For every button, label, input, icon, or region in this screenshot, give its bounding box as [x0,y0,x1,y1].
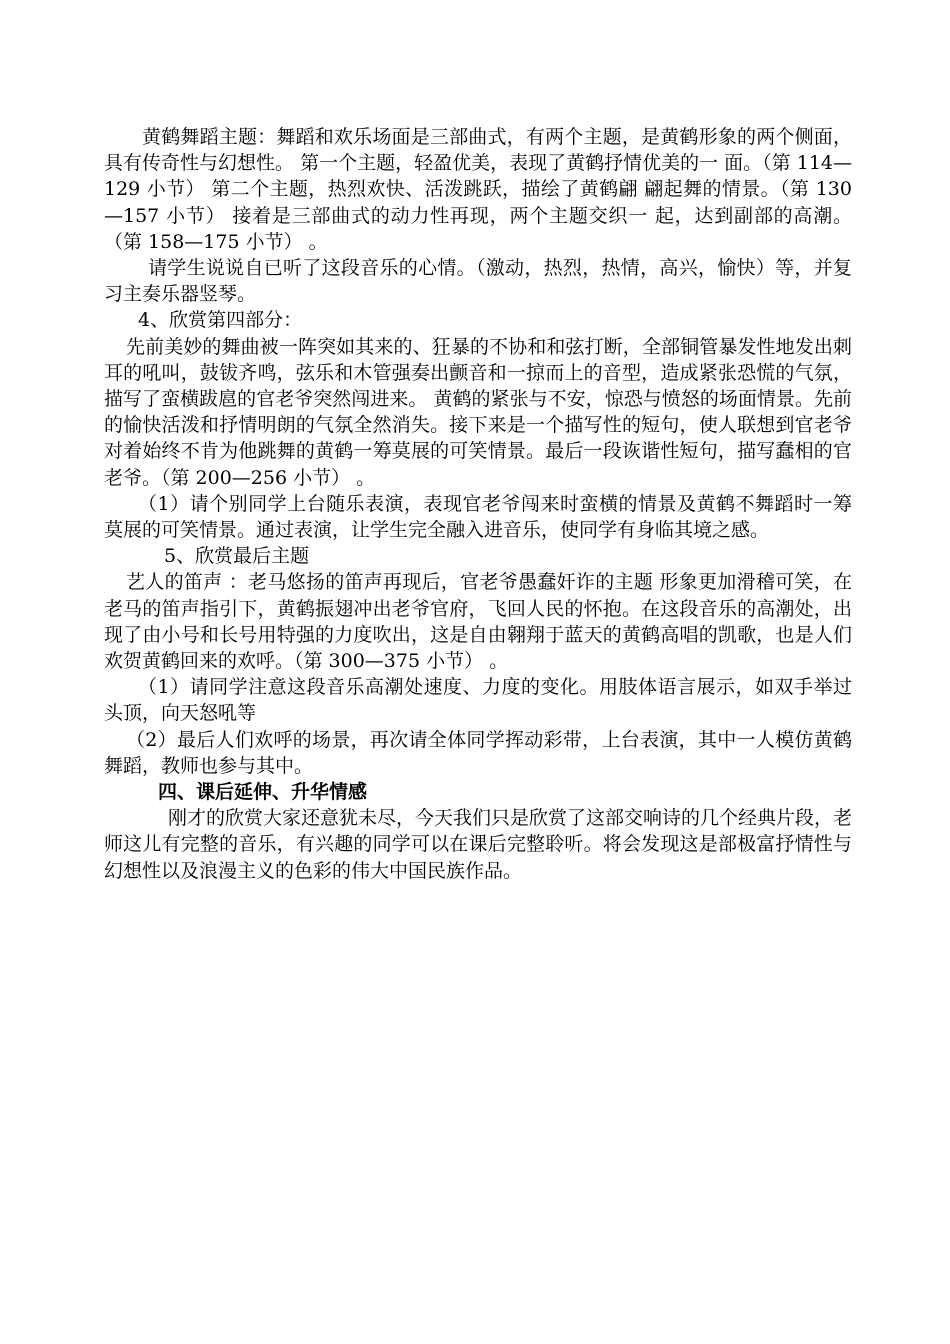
paragraph-final-activity-2: （2）最后人们欢呼的场景，再次请全体同学挥动彩带，上台表演，其中一人模仿黄鹤舞蹈，教师也参与其中。 [104,728,852,777]
paragraph-part-four-activity: （1）请个别同学上台随乐表演，表现官老爷闯来时蛮横的情景及黄鹤不舞蹈时一筹莫展的可笑情景。通过表演，让学生完全融入进音乐，使同学有身临其境之感。 [104,492,852,542]
paragraph-part-four-description: 先前美妙的舞曲被一阵突如其来的、狂暴的不协和和弦打断，全部铜管暴发性地发出刺耳的吼叫，鼓钹齐鸣，弦乐和木管强奏出颤音和一掠而上的音型，造成紧张恐慌的气氛，描写了蛮横跋扈的官老爷突然闯进来。 黄鹤的紧张与不安，惊恐与愤怒的场面情景。先前的愉快活泼和抒情明朗的气氛全然消失。接下来是一个描写性的短句，使人联想到官老爷对着始终不肯为他跳舞的黄鹤一筹莫展的可笑情景。最后一段诙谐性短句，描写蠢相的官老爷。（第 200—256 小节） 。 [104,335,852,489]
section-heading-extension: 四、课后延伸、升华情感 [158,781,368,804]
paragraph-final-theme-description: 艺人的笛声 ：老马悠扬的笛声再现后，官老爷愚蠢奸诈的主题 形象更加滑稽可笑，在老马的笛声指引下，黄鹤振翅冲出老爷官府，飞回人民的怀抱。在这段音乐的高潮处，出现了由小号和长号用特强的力度吹出，这是自由翱翔于蓝天的黄鹤高唱的凯歌，也是人们欢贺黄鹤回来的欢呼。（第 300—375 小节） 。 [104,571,852,673]
paragraph-final-activity-1: （1）请同学注意这段音乐高潮处速度、力度的变化。用肢体语言展示，如双手举过头顶，向天怒吼等 [104,676,852,725]
heading-final-theme: 5、欣赏最后主题 [164,545,310,568]
heading-part-four: 4、欣赏第四部分： [138,309,303,332]
paragraph-closing: 刚才的欣赏大家还意犹未尽，今天我们只是欣赏了这部交响诗的几个经典片段，老师这儿有完整的音乐，有兴趣的同学可以在课后完整聆听。将会发现这是部极富抒情性与幻想性以及浪漫主义的色彩的伟大中国民族作品。 [104,807,853,882]
paragraph-crane-dance-theme: 黄鹤舞蹈主题：舞蹈和欢乐场面是三部曲式，有两个主题，是黄鹤形象的两个侧面，具有传奇性与幻想性。 第一个主题，轻盈优美，表现了黄鹤抒情优美的一 面。（第 114—129 小节） 第二个主题，热烈欢快、活泼跳跃，描绘了黄鹤翩 翩起舞的情景。（第 130—157 小节） 接着是三部曲式的动力性再现，两个主题交织一 起，达到副部的高潮。 （第 158—175 小节） 。 [104,126,852,253]
paragraph-student-feelings: 请学生说说自已听了这段音乐的心情。（激动，热烈，热情，高兴，愉快）等，并复习主奏乐器竖琴。 [104,257,852,306]
document-body [104,124,852,884]
